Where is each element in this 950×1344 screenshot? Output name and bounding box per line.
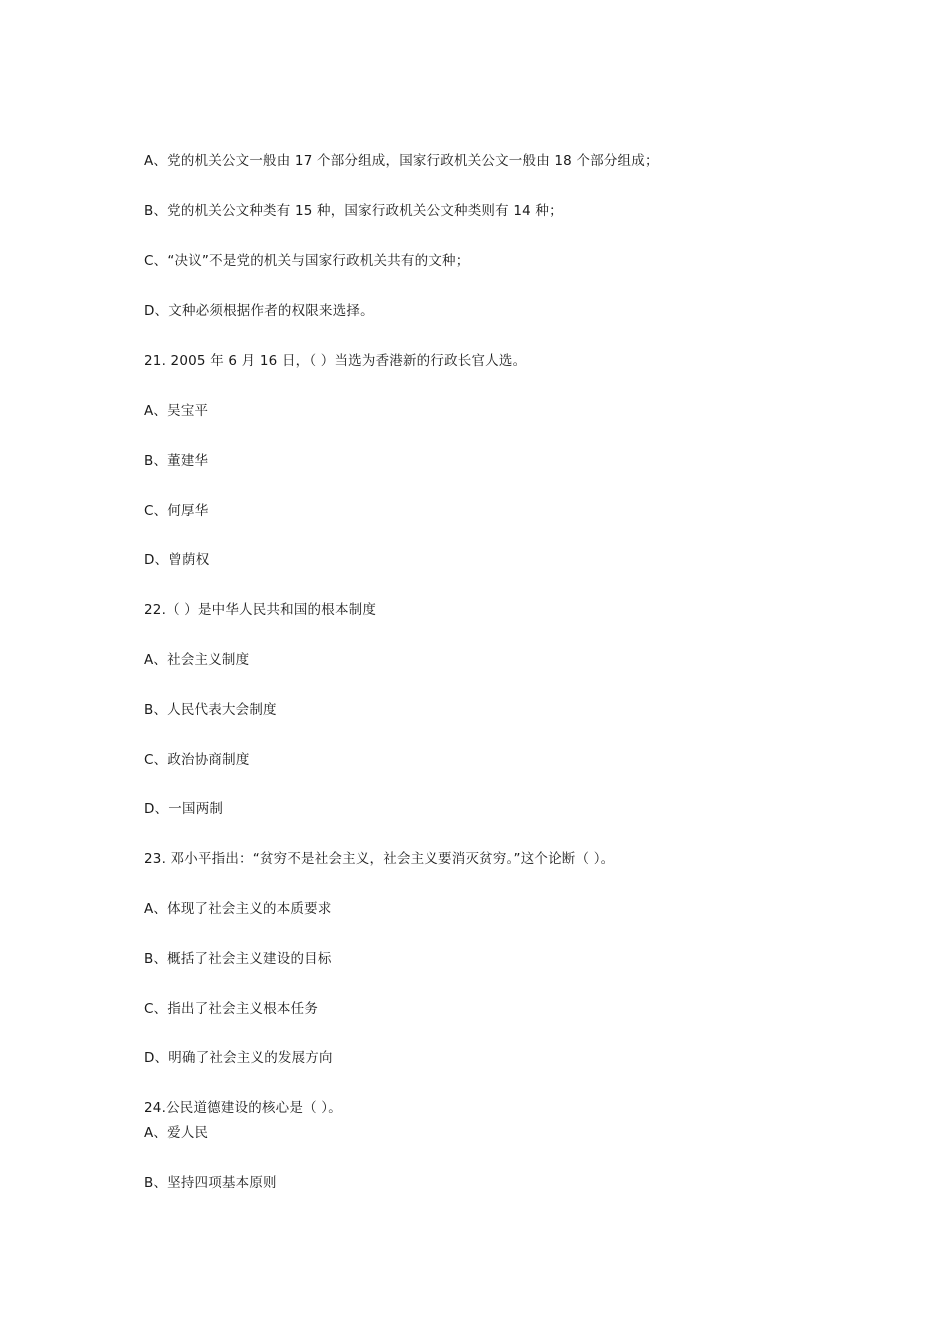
option-line: C、指出了社会主义根本任务 <box>144 1001 319 1017</box>
option-line: A、社会主义制度 <box>144 652 250 668</box>
option-line: A、吴宝平 <box>144 403 209 419</box>
option-line: B、党的机关公文种类有 15 种，国家行政机关公文种类则有 14 种； <box>144 203 563 219</box>
option-line: B、概括了社会主义建设的目标 <box>144 951 332 967</box>
option-line: A、体现了社会主义的本质要求 <box>144 901 332 917</box>
option-line: D、文种必须根据作者的权限来选择。 <box>144 303 374 319</box>
option-line: D、一国两制 <box>144 801 224 817</box>
question-24: 24.公民道德建设的核心是（ ）。 <box>144 1100 342 1116</box>
option-line: B、人民代表大会制度 <box>144 702 277 718</box>
option-line: C、政治协商制度 <box>144 752 250 768</box>
question-22: 22.（ ）是中华人民共和国的根本制度 <box>144 602 377 618</box>
option-line: A、爱人民 <box>144 1125 209 1141</box>
option-line: B、坚持四项基本原则 <box>144 1175 277 1191</box>
option-line: D、曾荫权 <box>144 552 210 568</box>
option-line: B、董建华 <box>144 453 209 469</box>
option-line: D、明确了社会主义的发展方向 <box>144 1050 333 1066</box>
option-line: A、党的机关公文一般由 17 个部分组成，国家行政机关公文一般由 18 个部分组成； <box>144 153 659 169</box>
option-line: C、“决议”不是党的机关与国家行政机关共有的文种； <box>144 253 470 269</box>
question-21: 21. 2005 年 6 月 16 日，（ ）当选为香港新的行政长官人选。 <box>144 353 527 369</box>
option-line: C、何厚华 <box>144 503 209 519</box>
question-23: 23. 邓小平指出：“贫穷不是社会主义，社会主义要消灭贫穷。”这个论断（ ）。 <box>144 851 615 867</box>
